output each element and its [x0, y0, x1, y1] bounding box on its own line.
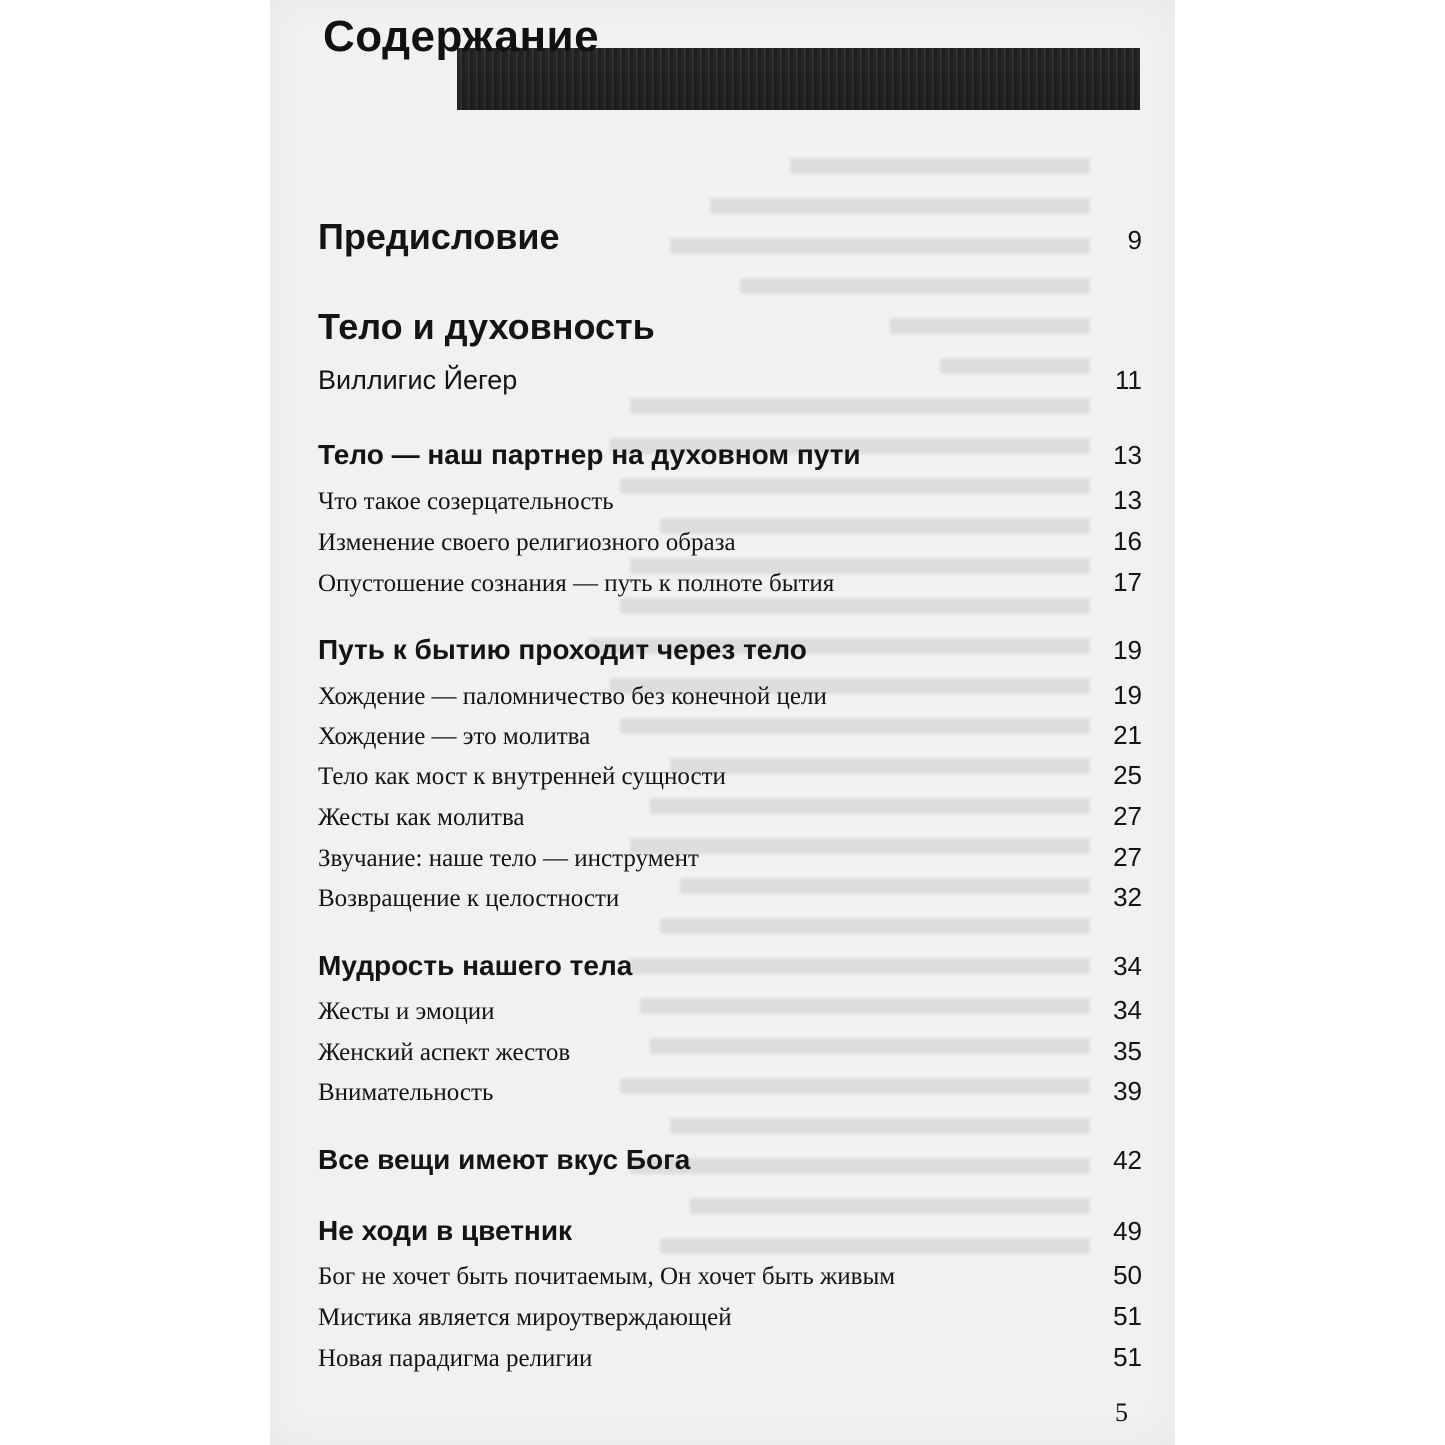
page-title: Содержание: [323, 12, 600, 61]
toc-entry-page: 16: [1113, 526, 1142, 556]
toc-entry-title: Не ходи в цветник: [318, 1215, 573, 1246]
toc-entry: [318, 720, 1142, 751]
toc-entry-title: Хождение — паломничество без конечной цели: [318, 683, 827, 710]
toc-entry-title: Мудрость нашего тела: [318, 950, 633, 981]
toc-entry-page: 9: [1127, 225, 1142, 255]
toc-entry: [318, 1301, 1142, 1332]
toc-entry-page: 50: [1113, 1260, 1142, 1290]
toc-entry: [318, 1076, 1142, 1107]
toc-entry-title: Предисловие: [318, 216, 560, 257]
toc-entry-title: Путь к бытию проходит через тело: [318, 634, 807, 665]
toc-entry: [318, 216, 1142, 258]
toc-entry: [318, 995, 1142, 1026]
toc-entry-page: 19: [1113, 635, 1142, 665]
bleed-through-line: [330, 1115, 1140, 1137]
toc-entry-title: Внимательность: [318, 1079, 494, 1106]
page-number: 5: [1115, 1398, 1128, 1427]
toc-entry-page: 13: [1113, 485, 1142, 515]
bleed-through-line: [330, 1195, 1140, 1217]
toc-entry: [318, 950, 1142, 982]
toc-entry-page: 51: [1113, 1342, 1142, 1372]
book-page: [270, 0, 1175, 1445]
toc-entry: [318, 1260, 1142, 1291]
bleed-through-line: [330, 155, 1140, 177]
toc-entry-page: 39: [1113, 1076, 1142, 1106]
toc-entry: [318, 567, 1142, 598]
toc-entry: [318, 1144, 1142, 1176]
toc-entry: [318, 634, 1142, 666]
toc-entry: [318, 882, 1142, 913]
toc-entry-title: Жесты как молитва: [318, 804, 525, 831]
toc-entry-title: Тело как мост к внутренней сущности: [318, 763, 726, 790]
toc-entry-title: Тело — наш партнер на духовном пути: [318, 439, 861, 470]
toc-entry-page: 13: [1113, 440, 1142, 470]
toc-entry-title: Все вещи имеют вкус Бога: [318, 1144, 691, 1175]
bleed-through-line: [330, 915, 1140, 937]
toc-entry: [318, 760, 1142, 791]
toc-entry: [318, 1342, 1142, 1373]
toc-entry-page: 17: [1113, 567, 1142, 597]
toc-entry: [318, 842, 1142, 873]
toc-entry-title: Тело и духовность: [318, 306, 655, 347]
toc-entry: [318, 1215, 1142, 1247]
toc-entry-page: 51: [1113, 1301, 1142, 1331]
toc-entry-title: Возвращение к целостности: [318, 885, 620, 912]
toc-entry-page: 21: [1113, 720, 1142, 750]
bleed-through-line: [330, 195, 1140, 217]
toc-entry: [318, 526, 1142, 557]
toc-entry-title: Хождение — это молитва: [318, 723, 591, 750]
toc-entry-page: 25: [1113, 760, 1142, 790]
toc-entry-page: 27: [1113, 801, 1142, 831]
toc-entry: [318, 306, 1142, 348]
bleed-through-line: [330, 395, 1140, 417]
toc-entry-page: 19: [1113, 680, 1142, 710]
toc-entry: [318, 485, 1142, 516]
toc-entry: [318, 439, 1142, 471]
toc-entry-title: Новая парадигма религии: [318, 1345, 593, 1372]
toc-entry-page: 11: [1115, 365, 1142, 395]
toc-entry: [318, 1036, 1142, 1067]
toc-entry-page: 32: [1113, 882, 1142, 912]
toc-entry-page: 27: [1113, 842, 1142, 872]
toc-entry-title: Мистика является мироутверждающей: [318, 1304, 732, 1331]
toc-entry-title: Изменение своего религиозного образа: [318, 529, 736, 556]
toc-entry-title: Звучание: наше тело — инструмент: [318, 845, 699, 872]
bleed-through-line: [330, 595, 1140, 617]
toc-entry-title: Что такое созерцательность: [318, 488, 614, 515]
toc-entry-title: Женский аспект жестов: [318, 1039, 571, 1066]
toc-entry-page: 34: [1113, 951, 1142, 981]
toc-entry-title: Жесты и эмоции: [318, 998, 495, 1025]
toc-entry-page: 49: [1113, 1216, 1142, 1246]
toc-entry-title: Опустошение сознания — путь к полноте бытия: [318, 570, 835, 597]
toc-entry-title: Виллигис Йегер: [318, 365, 518, 395]
bleed-through-line: [330, 275, 1140, 297]
toc-entry-page: 34: [1113, 995, 1142, 1025]
toc-entry-page: 35: [1113, 1036, 1142, 1066]
toc-entry: [318, 365, 1142, 396]
toc-entry-page: 42: [1113, 1145, 1142, 1175]
toc-entry: [318, 680, 1142, 711]
toc-entry: [318, 801, 1142, 832]
toc-entry-title: Бог не хочет быть почитаемым, Он хочет быть живым: [318, 1263, 896, 1290]
